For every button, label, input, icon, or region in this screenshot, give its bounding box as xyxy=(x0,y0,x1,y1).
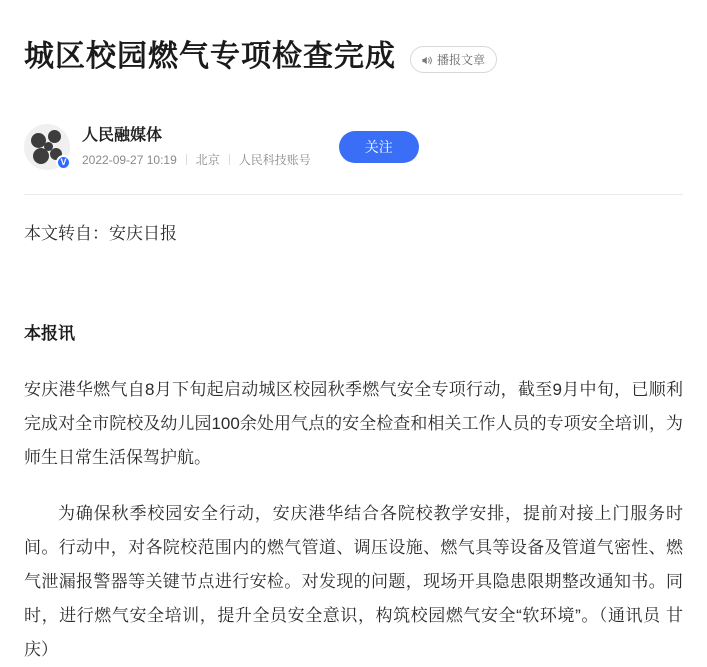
paragraph-source-note: 本文转自：安庆日报 xyxy=(24,223,177,243)
play-article-button[interactable] xyxy=(410,46,497,73)
publish-location: 北京 xyxy=(195,152,220,167)
paragraph-body-1: 为确保秋季校园安全行动，安庆港华结合各院校教学安排，提前对接上门服务时间。行动中，对各院校范围内的燃气管道、调压设施、燃气具等设备及管道气密性、燃气泄漏报警器等关键节点进行安检。对发现的问题，现场开具隐患限期整改通知书。同时，进行燃气安全培训，提升全员安全意识，构筑校园燃气安全“软环境”。（通讯员 甘庆） xyxy=(24,503,683,659)
article-meta xyxy=(82,152,311,168)
speaker-icon xyxy=(420,54,433,67)
header-divider xyxy=(24,194,683,195)
meta-divider xyxy=(186,154,187,165)
paragraph-dateline: 本报讯 xyxy=(24,323,75,343)
title-row xyxy=(24,0,683,96)
verified-badge-icon: V xyxy=(56,155,71,170)
byline xyxy=(24,124,683,170)
avatar[interactable] xyxy=(24,124,70,170)
play-article-label: 播报文章 xyxy=(437,53,486,68)
byline-text xyxy=(82,124,311,170)
account-type: 人民科技账号 xyxy=(238,152,311,167)
paragraph-lede: 安庆港华燃气自8月下旬起启动城区校园秋季燃气安全专项行动，截至9月中旬，已顺利完成对全市院校及幼儿园100余处用气点的安全检查和相关工作人员的专项安全培训，为师生日常生活保驾护航。 xyxy=(24,379,683,467)
author-name[interactable]: 人民融媒体 xyxy=(82,126,163,144)
article-body xyxy=(24,217,683,667)
publish-datetime: 2022-09-27 10:19 xyxy=(82,152,177,167)
meta-divider xyxy=(229,154,230,165)
page-title: 城区校园燃气专项检查完成 xyxy=(24,40,396,74)
follow-button[interactable]: 关注 xyxy=(339,131,419,163)
